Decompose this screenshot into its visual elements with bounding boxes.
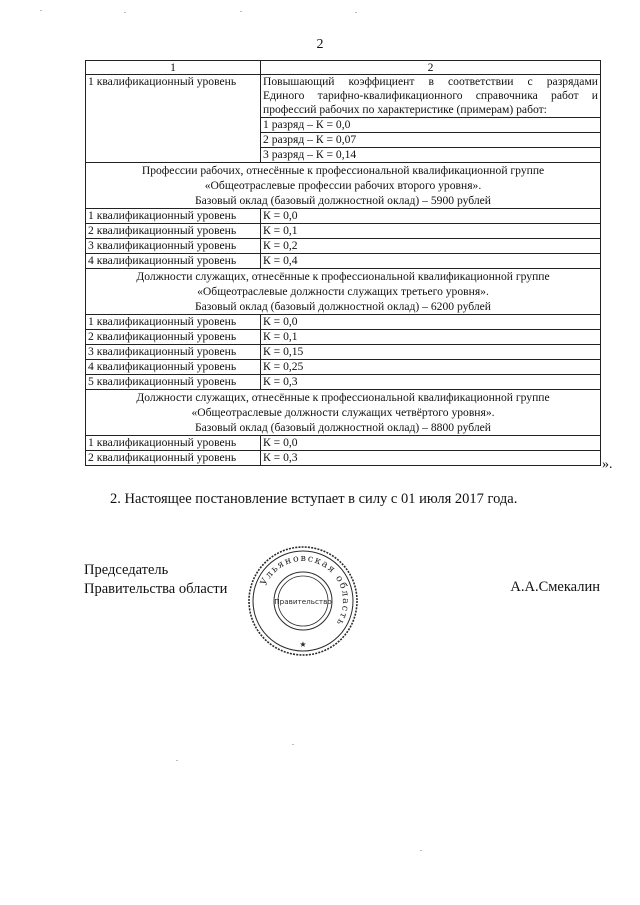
table-row — [86, 209, 601, 224]
scan-speck — [40, 10, 42, 11]
level-cell: 1 квалификационный уровень — [86, 209, 261, 224]
section-title-line: Базовый оклад (базовый должностной оклад) – 5900 рублей — [195, 194, 491, 207]
seal-outer-text: Ульяновская область — [258, 552, 352, 629]
level-cell: 3 квалификационный уровень — [86, 239, 261, 254]
table-row — [86, 345, 601, 360]
page-number: 2 — [316, 37, 324, 52]
table-row — [86, 330, 601, 345]
table-row — [86, 436, 601, 451]
section-title-line: Должности служащих, отнесённые к профессиональной квалификационной группе — [136, 391, 550, 404]
coefficient-cell: К = 0,15 — [261, 345, 601, 360]
description-line: Единого тарифно-квалификационного справочника работ и — [263, 89, 598, 102]
table-row — [86, 315, 601, 330]
level-cell: 5 квалификационный уровень — [86, 375, 261, 390]
section-header-row — [86, 163, 601, 209]
description-cell — [261, 75, 601, 118]
table-row — [86, 224, 601, 239]
table-row — [86, 360, 601, 375]
scan-speck — [292, 744, 294, 745]
official-seal — [247, 545, 359, 657]
coefficient-cell: К = 0,4 — [261, 254, 601, 269]
section-title-line: Базовый оклад (базовый должностной оклад) – 6200 рублей — [195, 300, 491, 313]
coefficient-cell: К = 0,0 — [261, 436, 601, 451]
grade-cell: 2 разряд – К = 0,07 — [261, 133, 601, 148]
scan-speck — [240, 11, 242, 12]
level-cell: 2 квалификационный уровень — [86, 224, 261, 239]
section-title-line: «Общеотраслевые должности служащих третьего уровня». — [197, 285, 489, 298]
level-cell: 1 квалификационный уровень — [86, 436, 261, 451]
coefficient-cell: К = 0,1 — [261, 330, 601, 345]
grade-cell: 3 разряд – К = 0,14 — [261, 148, 601, 163]
section-title-line: «Общеотраслевые профессии рабочих второго уровня». — [204, 179, 482, 192]
section-header-row — [86, 390, 601, 436]
section-title-cell — [86, 269, 601, 315]
coefficient-cell: К = 0,1 — [261, 224, 601, 239]
coefficient-cell: К = 0,0 — [261, 209, 601, 224]
coefficient-cell: К = 0,3 — [261, 375, 601, 390]
table-row — [86, 451, 601, 466]
section-title-cell — [86, 163, 601, 209]
scan-speck — [420, 850, 422, 851]
table-header-row — [86, 61, 601, 75]
description-line: Повышающий коэффициент в соответствии с разрядами — [263, 75, 598, 88]
signer-title-line: Председатель — [84, 562, 169, 578]
level-cell: 1 квалификационный уровень — [86, 315, 261, 330]
coefficient-cell: К = 0,25 — [261, 360, 601, 375]
table-row — [86, 375, 601, 390]
qualification-table — [85, 60, 601, 466]
scan-speck — [355, 12, 357, 13]
scan-speck — [176, 760, 178, 761]
signer-name: А.А.Смекалин — [510, 579, 600, 595]
table-row — [86, 254, 601, 269]
signer-title — [84, 561, 227, 599]
grade-cell: 1 разряд – К = 0,0 — [261, 118, 601, 133]
signer-title-line: Правительства области — [84, 581, 228, 597]
table-row — [86, 239, 601, 254]
section-title-line: Должности служащих, отнесённые к профессиональной квалификационной группе — [136, 270, 550, 283]
section-title-cell — [86, 390, 601, 436]
coefficient-cell: К = 0,0 — [261, 315, 601, 330]
level-cell: 3 квалификационный уровень — [86, 345, 261, 360]
section-title-line: «Общеотраслевые должности служащих четвёртого уровня». — [191, 406, 495, 419]
seal-star-icon: ★ — [299, 640, 307, 649]
coefficient-cell: К = 0,2 — [261, 239, 601, 254]
column-header-2: 2 — [261, 61, 601, 75]
level-cell: 2 квалификационный уровень — [86, 451, 261, 466]
table-row — [86, 75, 601, 118]
column-header-1: 1 — [86, 61, 261, 75]
closing-quote: ». — [602, 457, 613, 472]
level-cell: 1 квалификационный уровень — [86, 75, 261, 163]
section-title-line: Базовый оклад (базовый должностной оклад) – 8800 рублей — [195, 421, 491, 434]
section-title-line: Профессии рабочих, отнесённые к профессиональной квалификационной группе — [141, 164, 545, 177]
description-line: профессий рабочих по характеристике (примерам) работ: — [263, 103, 547, 116]
level-cell: 4 квалификационный уровень — [86, 360, 261, 375]
section-header-row — [86, 269, 601, 315]
coefficient-cell: К = 0,3 — [261, 451, 601, 466]
clause-2: 2. Настоящее постановление вступает в силу с 01 июля 2017 года. — [110, 491, 518, 507]
level-cell: 2 квалификационный уровень — [86, 330, 261, 345]
seal-center-text: Правительство — [274, 597, 332, 606]
scan-speck — [124, 12, 126, 13]
level-cell: 4 квалификационный уровень — [86, 254, 261, 269]
